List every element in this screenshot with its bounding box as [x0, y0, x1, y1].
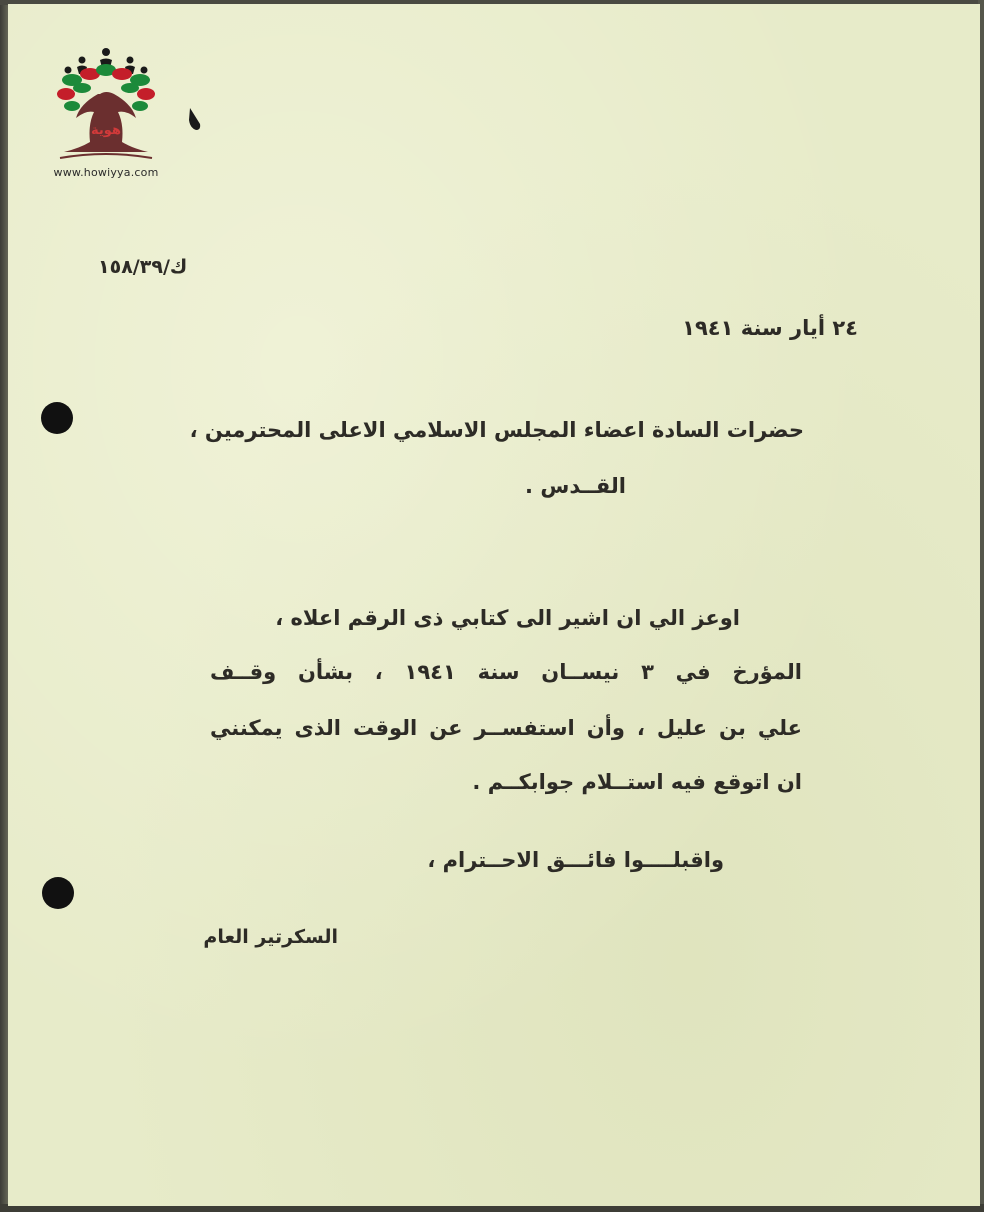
letter-paper — [8, 4, 980, 1206]
reference-number: ك/١٥٨/٣٩ — [98, 256, 188, 278]
signature-title: السكرتير العام — [203, 926, 338, 948]
letter-date: ٢٤ أيار سنة ١٩٤١ — [682, 316, 858, 340]
addressee-line: حضرات السادة اعضاء المجلس الاسلامي الاعلى المحترمين ، — [189, 418, 804, 442]
family-tree-logo-icon — [42, 44, 170, 164]
closing-line: واقبلــــوا فائـــق الاحــترام ، — [427, 848, 724, 872]
svg-text:هوية: هوية — [91, 123, 121, 138]
body-line: ان اتوقع فيه استــلام جوابكــم . — [472, 770, 802, 794]
addressee-city: القــدس . — [525, 474, 626, 498]
body-line: علي بن عليل ، وأن استفســر عن الوقت الذى يمكنني — [210, 716, 802, 740]
punch-hole-icon — [41, 402, 73, 434]
ink-blot-icon — [186, 106, 202, 132]
body-line: المؤرخ في ٣ نيســان سنة ١٩٤١ ، بشأن وقــف — [210, 660, 802, 684]
howiyya-logo — [42, 44, 170, 184]
punch-hole-icon — [42, 877, 74, 909]
body-line: اوعز الي ان اشير الى كتابي ذى الرقم اعلاه ، — [275, 606, 740, 630]
logo-url-text: www.howiyya.com — [53, 166, 159, 179]
